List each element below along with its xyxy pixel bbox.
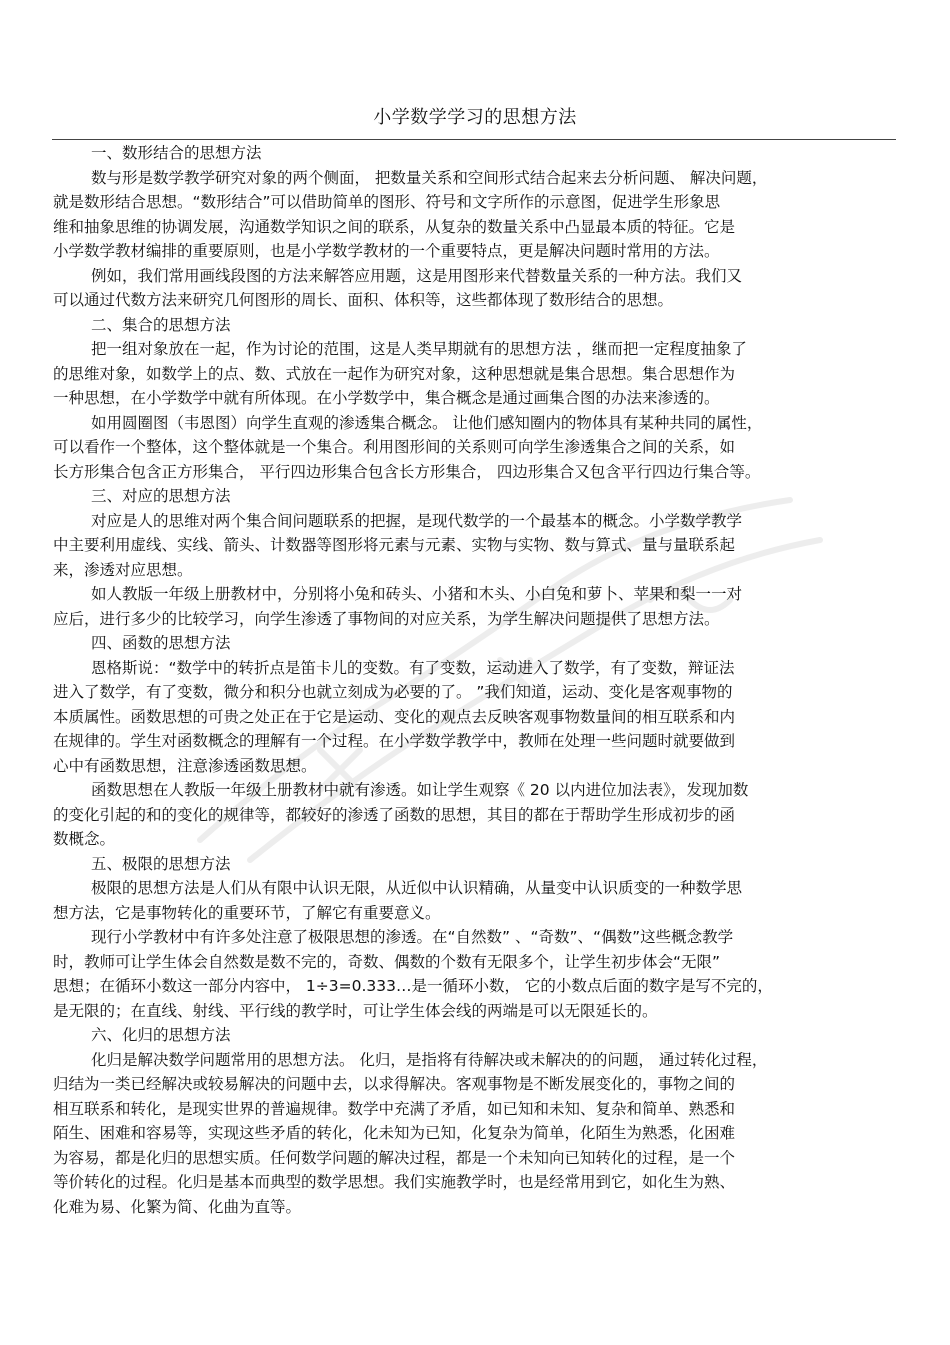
document-body xyxy=(53,141,893,1219)
section-heading: 五、极限的思想方法 xyxy=(91,854,231,873)
paragraph-line: 是无限的；在直线、射线、平行线的教学时，可让学生体会线的两端是可以无限延长的。 xyxy=(53,1001,658,1020)
paragraph-line: 维和抽象思维的协调发展，沟通数学知识之间的联系，从复杂的数量关系中凸显最本质的特征。它是 xyxy=(53,217,736,236)
paragraph-line: 本质属性。函数思想的可贵之处正在于它是运动、变化的观点去反映客观事物数量间的相互联系和内 xyxy=(53,707,736,726)
paragraph-line: 思想；在循环小数这一部分内容中， 1÷3=0.333…是一循环小数， 它的小数点后面的数字是写不完的， xyxy=(53,977,773,995)
paragraph-line: 陌生、困难和容易等，实现这些矛盾的转化，化未知为已知，化复杂为简单，化陌生为熟悉，化困难 xyxy=(53,1124,736,1142)
paragraph-line: 如用圆圈图（韦恩图）向学生直观的渗透集合概念。 让他们感知圈内的物体具有某种共同的属性， xyxy=(91,413,763,432)
paragraph-line: 为容易，都是化归的思想实质。任何数学问题的解决过程，都是一个未知向已知转化的过程，是一个 xyxy=(53,1148,736,1167)
paragraph-line: 中主要利用虚线、实线、箭头、计数器等图形将元素与元素、实物与实物、数与算式、量与量联系起 xyxy=(53,536,736,554)
paragraph-line: 化难为易、化繁为简、化曲为直等。 xyxy=(53,1197,302,1216)
paragraph-line: 数概念。 xyxy=(53,830,116,848)
paragraph-line: 一种思想，在小学数学中就有所体现。在小学数学中，集合概念是通过画集合图的办法来渗透的。 xyxy=(53,389,720,407)
paragraph-line: 相互联系和转化，是现实世界的普遍规律。数学中充满了矛盾，如已知和未知、复杂和简单、熟悉和 xyxy=(53,1099,736,1118)
paragraph-line: 可以看作一个整体，这个整体就是一个集合。利用图形间的关系则可向学生渗透集合之间的关系，如 xyxy=(53,438,736,456)
paragraph-line: 恩格斯说：“数学中的转折点是笛卡儿的变数。有了变数，运动进入了数学，有了变数，辩证法 xyxy=(91,658,735,677)
paragraph-line: 的思维对象，如数学上的点、数、式放在一起作为研究对象，这种思想就是集合思想。集合思想作为 xyxy=(53,364,736,383)
paragraph-line: 在规律的。学生对函数概念的理解有一个过程。在小学数学教学中，教师在处理一些问题时就要做到 xyxy=(53,732,736,750)
paragraph-line: 心中有函数思想，注意渗透函数思想。 xyxy=(53,756,317,775)
paragraph-line: 应后，进行多少的比较学习，向学生渗透了事物间的对应关系，为学生解决问题提供了思想方法。 xyxy=(53,609,720,628)
paragraph-line: 长方形集合包含正方形集合， 平行四边形集合包含长方形集合， 四边形集合又包含平行四边行集合等。 xyxy=(53,462,761,481)
title-divider xyxy=(52,139,896,140)
paragraph-line: 可以通过代数方法来研究几何图形的周长、面积、体积等，这些都体现了数形结合的思想。 xyxy=(53,291,674,309)
paragraph-line: 就是数形结合思想。“数形结合”可以借助简单的图形、符号和文字所作的示意图，促进学生形象思 xyxy=(53,193,721,211)
paragraph-line: 数与形是数学教学研究对象的两个侧面， 把数量关系和空间形式结合起来去分析问题、 解决问题， xyxy=(91,168,768,187)
section-heading: 四、函数的思想方法 xyxy=(91,634,231,652)
paragraph-line: 时，教师可让学生体会自然数是数不完的，奇数、偶数的个数有无限多个，让学生初步体会“无限” xyxy=(53,952,721,971)
paragraph-line: 如人教版一年级上册教材中，分别将小兔和砖头、小猪和木头、小白兔和萝卜、苹果和梨一一对 xyxy=(91,585,743,603)
paragraph-line: 例如，我们常用画线段图的方法来解答应用题，这是用图形来代替数量关系的一种方法。我们又 xyxy=(91,266,743,285)
section-heading: 三、对应的思想方法 xyxy=(91,487,231,505)
paragraph-line: 等价转化的过程。化归是基本而典型的数学思想。我们实施教学时，也是经常用到它，如化生为熟、 xyxy=(53,1173,736,1191)
paragraph-line: 对应是人的思维对两个集合间问题联系的把握，是现代数学的一个最基本的概念。小学数学教学 xyxy=(91,511,743,530)
paragraph-line: 把一组对象放在一起，作为讨论的范围，这是人类早期就有的思想方法 ，继而把一定程度抽象了 xyxy=(91,340,747,358)
paragraph-line: 来，渗透对应思想。 xyxy=(53,560,193,579)
paragraph-line: 现行小学教材中有许多处注意了极限思想的渗透。在“自然数” 、“奇数”、“偶数”这些概念教学 xyxy=(91,928,734,946)
paragraph-line: 化归是解决数学问题常用的思想方法。 化归，是指将有待解决或未解决的的问题， 通过转化过程， xyxy=(91,1050,768,1069)
paragraph-line: 函数思想在人教版一年级上册教材中就有渗透。如让学生观察《 20 以内进位加法表》，发现加数 xyxy=(91,781,749,799)
paragraph-line: 归结为一类已经解决或较易解决的问题中去，以求得解决。客观事物是不断发展变化的，事物之间的 xyxy=(53,1075,736,1093)
document-title: 小学数学学习的思想方法 xyxy=(373,107,577,128)
section-heading: 一、数形结合的思想方法 xyxy=(91,144,262,162)
section-heading: 二、集合的思想方法 xyxy=(91,315,231,334)
paragraph-line: 的变化引起的和的变化的规律等，都较好的渗透了函数的思想，其目的都在于帮助学生形成初步的函 xyxy=(53,805,736,824)
section-heading: 六、化归的思想方法 xyxy=(91,1026,231,1044)
paragraph-line: 小学数学教材编排的重要原则，也是小学数学教材的一个重要特点，更是解决问题时常用的方法。 xyxy=(53,242,720,260)
paragraph-line: 想方法，它是事物转化的重要环节，了解它有重要意义。 xyxy=(53,903,441,922)
paragraph-line: 极限的思想方法是人们从有限中认识无限，从近似中认识精确，从量变中认识质变的一种数学思 xyxy=(91,879,743,897)
paragraph-line: 进入了数学，有了变数，微分和积分也就立刻成为必要的了。 ”我们知道，运动、变化是客观事物的 xyxy=(53,683,733,701)
